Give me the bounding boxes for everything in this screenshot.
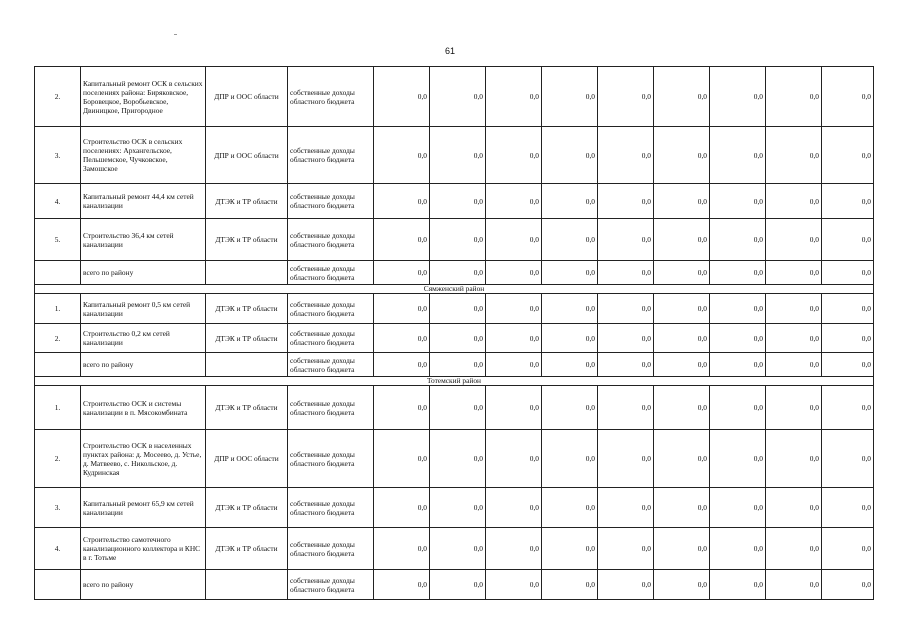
responsible-executor: ДТЭК и ТР области bbox=[206, 528, 288, 570]
value-cell: 0,0 bbox=[822, 353, 874, 377]
value-cell: 0,0 bbox=[822, 127, 874, 184]
value-cell: 0,0 bbox=[486, 386, 542, 430]
value-cell: 0,0 bbox=[654, 488, 710, 528]
funding-source: собственные доходы областного бюджета bbox=[288, 261, 374, 285]
value-cell: 0,0 bbox=[822, 488, 874, 528]
row-number: 2. bbox=[35, 430, 81, 488]
value-cell: 0,0 bbox=[430, 184, 486, 219]
value-cell: 0,0 bbox=[654, 528, 710, 570]
measure-name: всего по району bbox=[81, 353, 206, 377]
value-cell: 0,0 bbox=[374, 261, 430, 285]
value-cell: 0,0 bbox=[486, 570, 542, 600]
value-cell: 0,0 bbox=[486, 294, 542, 324]
value-cell: 0,0 bbox=[374, 528, 430, 570]
value-cell: 0,0 bbox=[766, 127, 822, 184]
value-cell: 0,0 bbox=[486, 353, 542, 377]
responsible-executor: ДПР и ООС области bbox=[206, 127, 288, 184]
table-row bbox=[35, 353, 874, 377]
measure-name: Капитальный ремонт 65,9 км сетей канализации bbox=[81, 488, 206, 528]
value-cell: 0,0 bbox=[374, 294, 430, 324]
row-number: 2. bbox=[35, 324, 81, 353]
measure-name: Капитальный ремонт 0,5 км сетей канализации bbox=[81, 294, 206, 324]
value-cell: 0,0 bbox=[822, 261, 874, 285]
value-cell: 0,0 bbox=[430, 324, 486, 353]
table-row bbox=[35, 184, 874, 219]
value-cell: 0,0 bbox=[710, 67, 766, 127]
row-number bbox=[35, 570, 81, 600]
measure-name: всего по району bbox=[81, 261, 206, 285]
value-cell: 0,0 bbox=[654, 184, 710, 219]
responsible-executor: ДТЭК и ТР области bbox=[206, 488, 288, 528]
table-row bbox=[35, 324, 874, 353]
table-row bbox=[35, 219, 874, 261]
value-cell: 0,0 bbox=[542, 127, 598, 184]
value-cell: 0,0 bbox=[486, 261, 542, 285]
funding-source: собственные доходы областного бюджета bbox=[288, 386, 374, 430]
value-cell: 0,0 bbox=[374, 219, 430, 261]
value-cell: 0,0 bbox=[486, 430, 542, 488]
funding-source: собственные доходы областного бюджета bbox=[288, 184, 374, 219]
value-cell: 0,0 bbox=[766, 324, 822, 353]
value-cell: 0,0 bbox=[766, 488, 822, 528]
responsible-executor: ДПР и ООС области bbox=[206, 67, 288, 127]
value-cell: 0,0 bbox=[598, 353, 654, 377]
value-cell: 0,0 bbox=[710, 528, 766, 570]
value-cell: 0,0 bbox=[598, 294, 654, 324]
row-number: 5. bbox=[35, 219, 81, 261]
value-cell: 0,0 bbox=[542, 184, 598, 219]
row-number bbox=[35, 261, 81, 285]
value-cell: 0,0 bbox=[598, 324, 654, 353]
table-row bbox=[35, 294, 874, 324]
value-cell: 0,0 bbox=[430, 353, 486, 377]
value-cell: 0,0 bbox=[598, 386, 654, 430]
value-cell: 0,0 bbox=[374, 430, 430, 488]
table-row bbox=[35, 570, 874, 600]
row-number: 4. bbox=[35, 528, 81, 570]
value-cell: 0,0 bbox=[374, 570, 430, 600]
region-header-row bbox=[35, 285, 874, 294]
value-cell: 0,0 bbox=[374, 67, 430, 127]
measure-name: Строительство 36,4 км сетей канализации bbox=[81, 219, 206, 261]
value-cell: 0,0 bbox=[542, 219, 598, 261]
responsible-executor bbox=[206, 570, 288, 600]
responsible-executor: ДТЭК и ТР области bbox=[206, 324, 288, 353]
value-cell: 0,0 bbox=[486, 184, 542, 219]
value-cell: 0,0 bbox=[654, 570, 710, 600]
measure-name: Капитальный ремонт 44,4 км сетей канализации bbox=[81, 184, 206, 219]
value-cell: 0,0 bbox=[822, 219, 874, 261]
value-cell: 0,0 bbox=[822, 67, 874, 127]
program-table bbox=[34, 66, 874, 600]
measure-name: Капитальный ремонт ОСК в сельских поселениях района: Биряковское, Боровецкое, Воробьевское, Двиницкое, Пригородное bbox=[81, 67, 206, 127]
value-cell: 0,0 bbox=[598, 127, 654, 184]
region-name: Тотемский район bbox=[35, 377, 874, 386]
table-row bbox=[35, 261, 874, 285]
value-cell: 0,0 bbox=[822, 570, 874, 600]
value-cell: 0,0 bbox=[654, 430, 710, 488]
responsible-executor: ДТЭК и ТР области bbox=[206, 219, 288, 261]
value-cell: 0,0 bbox=[598, 184, 654, 219]
value-cell: 0,0 bbox=[542, 353, 598, 377]
value-cell: 0,0 bbox=[430, 261, 486, 285]
funding-source: собственные доходы областного бюджета bbox=[288, 67, 374, 127]
funding-source: собственные доходы областного бюджета bbox=[288, 219, 374, 261]
value-cell: 0,0 bbox=[766, 261, 822, 285]
value-cell: 0,0 bbox=[542, 324, 598, 353]
value-cell: 0,0 bbox=[654, 219, 710, 261]
value-cell: 0,0 bbox=[542, 294, 598, 324]
value-cell: 0,0 bbox=[374, 184, 430, 219]
value-cell: 0,0 bbox=[710, 430, 766, 488]
value-cell: 0,0 bbox=[598, 67, 654, 127]
value-cell: 0,0 bbox=[766, 570, 822, 600]
funding-source: собственные доходы областного бюджета bbox=[288, 430, 374, 488]
value-cell: 0,0 bbox=[654, 353, 710, 377]
value-cell: 0,0 bbox=[430, 430, 486, 488]
value-cell: 0,0 bbox=[486, 528, 542, 570]
scan-speck bbox=[174, 34, 177, 35]
funding-source: собственные доходы областного бюджета bbox=[288, 528, 374, 570]
value-cell: 0,0 bbox=[430, 67, 486, 127]
funding-source: собственные доходы областного бюджета bbox=[288, 488, 374, 528]
funding-source: собственные доходы областного бюджета bbox=[288, 570, 374, 600]
value-cell: 0,0 bbox=[710, 127, 766, 184]
value-cell: 0,0 bbox=[654, 261, 710, 285]
value-cell: 0,0 bbox=[430, 127, 486, 184]
responsible-executor bbox=[206, 353, 288, 377]
value-cell: 0,0 bbox=[654, 127, 710, 184]
value-cell: 0,0 bbox=[710, 294, 766, 324]
value-cell: 0,0 bbox=[542, 261, 598, 285]
value-cell: 0,0 bbox=[710, 488, 766, 528]
value-cell: 0,0 bbox=[710, 353, 766, 377]
responsible-executor bbox=[206, 261, 288, 285]
value-cell: 0,0 bbox=[710, 386, 766, 430]
page-number: 61 bbox=[445, 46, 456, 56]
responsible-executor: ДТЭК и ТР области bbox=[206, 184, 288, 219]
value-cell: 0,0 bbox=[766, 430, 822, 488]
value-cell: 0,0 bbox=[542, 528, 598, 570]
row-number: 3. bbox=[35, 127, 81, 184]
table-row bbox=[35, 528, 874, 570]
value-cell: 0,0 bbox=[710, 570, 766, 600]
value-cell: 0,0 bbox=[654, 294, 710, 324]
row-number bbox=[35, 353, 81, 377]
value-cell: 0,0 bbox=[822, 386, 874, 430]
value-cell: 0,0 bbox=[598, 570, 654, 600]
row-number: 3. bbox=[35, 488, 81, 528]
responsible-executor: ДТЭК и ТР области bbox=[206, 294, 288, 324]
value-cell: 0,0 bbox=[822, 430, 874, 488]
value-cell: 0,0 bbox=[766, 386, 822, 430]
value-cell: 0,0 bbox=[822, 528, 874, 570]
value-cell: 0,0 bbox=[822, 294, 874, 324]
region-header-row bbox=[35, 377, 874, 386]
value-cell: 0,0 bbox=[766, 184, 822, 219]
funding-source: собственные доходы областного бюджета bbox=[288, 324, 374, 353]
responsible-executor: ДПР и ООС области bbox=[206, 430, 288, 488]
value-cell: 0,0 bbox=[766, 67, 822, 127]
table-row bbox=[35, 127, 874, 184]
value-cell: 0,0 bbox=[710, 219, 766, 261]
value-cell: 0,0 bbox=[374, 324, 430, 353]
value-cell: 0,0 bbox=[430, 570, 486, 600]
measure-name: Строительство самотечного канализационного коллектора и КНС в г. Тотьме bbox=[81, 528, 206, 570]
row-number: 1. bbox=[35, 294, 81, 324]
value-cell: 0,0 bbox=[430, 488, 486, 528]
value-cell: 0,0 bbox=[654, 386, 710, 430]
table-row bbox=[35, 67, 874, 127]
measure-name: всего по району bbox=[81, 570, 206, 600]
value-cell: 0,0 bbox=[766, 219, 822, 261]
value-cell: 0,0 bbox=[710, 324, 766, 353]
measure-name: Строительство ОСК в населенных пунктах района: д. Мосеево, д. Устье, д. Матвеево, с. Никольское, д. Кудринская bbox=[81, 430, 206, 488]
value-cell: 0,0 bbox=[766, 528, 822, 570]
funding-source: собственные доходы областного бюджета bbox=[288, 353, 374, 377]
value-cell: 0,0 bbox=[598, 528, 654, 570]
funding-source: собственные доходы областного бюджета bbox=[288, 127, 374, 184]
table-row bbox=[35, 430, 874, 488]
value-cell: 0,0 bbox=[430, 294, 486, 324]
row-number: 1. bbox=[35, 386, 81, 430]
value-cell: 0,0 bbox=[766, 353, 822, 377]
value-cell: 0,0 bbox=[486, 324, 542, 353]
value-cell: 0,0 bbox=[542, 570, 598, 600]
responsible-executor: ДТЭК и ТР области bbox=[206, 386, 288, 430]
value-cell: 0,0 bbox=[598, 430, 654, 488]
table-row bbox=[35, 386, 874, 430]
value-cell: 0,0 bbox=[374, 353, 430, 377]
value-cell: 0,0 bbox=[598, 219, 654, 261]
value-cell: 0,0 bbox=[542, 488, 598, 528]
value-cell: 0,0 bbox=[486, 67, 542, 127]
funding-source: собственные доходы областного бюджета bbox=[288, 294, 374, 324]
value-cell: 0,0 bbox=[654, 67, 710, 127]
value-cell: 0,0 bbox=[374, 488, 430, 528]
value-cell: 0,0 bbox=[766, 294, 822, 324]
region-name: Сямженский район bbox=[35, 285, 874, 294]
row-number: 4. bbox=[35, 184, 81, 219]
value-cell: 0,0 bbox=[654, 324, 710, 353]
value-cell: 0,0 bbox=[598, 488, 654, 528]
value-cell: 0,0 bbox=[430, 386, 486, 430]
value-cell: 0,0 bbox=[542, 430, 598, 488]
value-cell: 0,0 bbox=[822, 184, 874, 219]
value-cell: 0,0 bbox=[486, 488, 542, 528]
value-cell: 0,0 bbox=[822, 324, 874, 353]
value-cell: 0,0 bbox=[542, 67, 598, 127]
value-cell: 0,0 bbox=[710, 261, 766, 285]
value-cell: 0,0 bbox=[374, 386, 430, 430]
measure-name: Строительство 0,2 км сетей канализации bbox=[81, 324, 206, 353]
value-cell: 0,0 bbox=[486, 127, 542, 184]
value-cell: 0,0 bbox=[374, 127, 430, 184]
value-cell: 0,0 bbox=[598, 261, 654, 285]
row-number: 2. bbox=[35, 67, 81, 127]
table-row bbox=[35, 488, 874, 528]
value-cell: 0,0 bbox=[710, 184, 766, 219]
measure-name: Строительство ОСК и системы канализации в п. Мясокомбината bbox=[81, 386, 206, 430]
measure-name: Строительство ОСК в сельских поселениях: Архангельское, Пельшемское, Чучковское, Замошское bbox=[81, 127, 206, 184]
value-cell: 0,0 bbox=[430, 528, 486, 570]
value-cell: 0,0 bbox=[430, 219, 486, 261]
value-cell: 0,0 bbox=[486, 219, 542, 261]
value-cell: 0,0 bbox=[542, 386, 598, 430]
